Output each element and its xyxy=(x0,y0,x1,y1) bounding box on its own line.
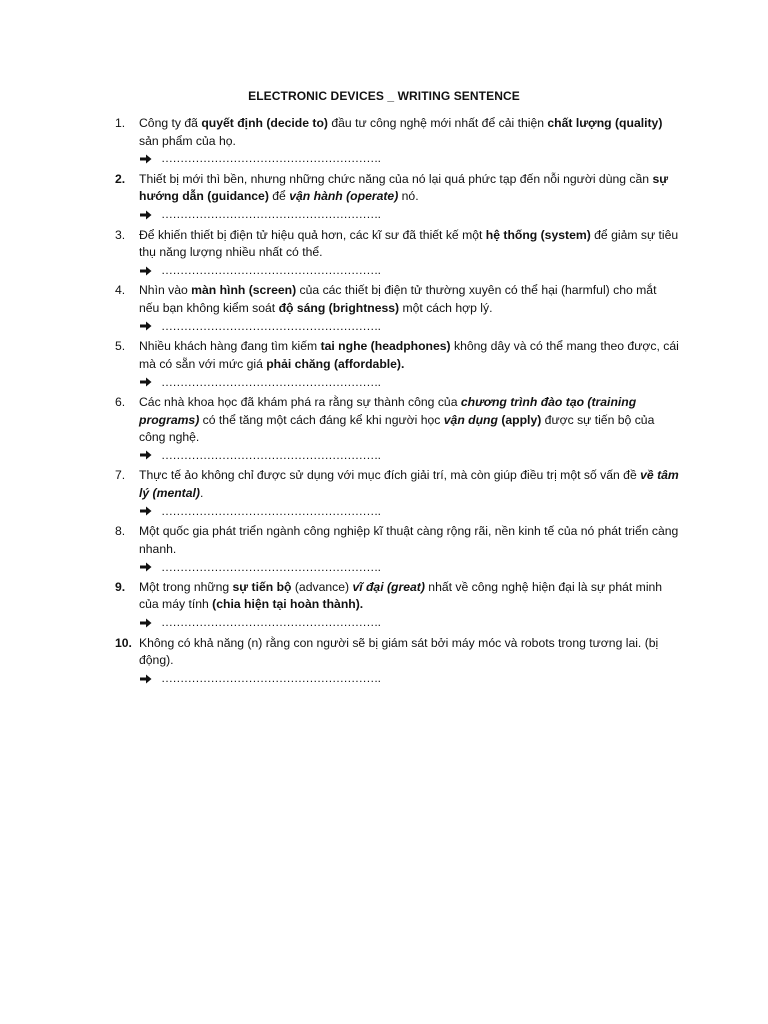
emphasized-term: (chia hiện tại hoàn thành). xyxy=(212,597,364,612)
emphasized-term: màn hình (screen) xyxy=(191,283,297,298)
sentence-fragment: nhất về công nghệ hiện đại là sự phát minh của máy tính xyxy=(139,579,663,612)
answer-blank[interactable]: …………………………………………………. xyxy=(161,263,381,278)
sentence-fragment: để giảm sự tiêu thụ năng lượng nhiều nhất có thể. xyxy=(139,227,679,260)
sentence-fragment: Một trong những xyxy=(139,579,233,594)
right-arrow-icon xyxy=(139,209,161,221)
right-arrow-icon xyxy=(139,265,161,277)
answer-line xyxy=(139,206,680,224)
emphasized-term: (apply) xyxy=(501,412,542,427)
sentence-text xyxy=(139,115,680,150)
sentence-text xyxy=(139,467,680,502)
answer-blank[interactable]: …………………………………………………. xyxy=(161,207,381,222)
item-number: 9. xyxy=(115,579,126,594)
item-number: 8. xyxy=(115,524,126,539)
sentence-fragment: không dây và có thể mang theo được, cái mà có sẵn với mức giá xyxy=(139,339,679,371)
answer-line xyxy=(139,373,680,391)
sentence-fragment: Công ty đã xyxy=(139,116,202,130)
sentence-text xyxy=(139,227,680,262)
sentence-text xyxy=(139,523,680,558)
sentence-item xyxy=(100,523,680,576)
right-arrow-icon xyxy=(139,505,161,517)
sentence-item xyxy=(100,338,680,391)
emphasized-term: chất lượng xyxy=(547,116,612,130)
answer-blank[interactable]: …………………………………………………. xyxy=(161,615,381,630)
answer-blank[interactable]: …………………………………………………. xyxy=(161,151,381,166)
item-number: 4. xyxy=(115,283,126,298)
sentence-text xyxy=(139,635,680,670)
sentence-fragment: . xyxy=(199,485,204,500)
answer-blank[interactable]: …………………………………………………. xyxy=(161,671,381,686)
right-arrow-icon xyxy=(139,617,161,629)
sentence-list xyxy=(100,115,680,690)
answer-blank[interactable]: …………………………………………………. xyxy=(161,374,381,389)
right-arrow-icon xyxy=(139,320,161,332)
sentence-fragment: được sự tiến bộ của công nghệ. xyxy=(139,412,655,445)
emphasized-term: sự tiến bộ xyxy=(232,579,292,594)
answer-blank[interactable]: …………………………………………………. xyxy=(161,447,381,462)
sentence-text xyxy=(139,338,680,373)
sentence-item xyxy=(100,282,680,335)
sentence-fragment: để xyxy=(268,189,290,204)
sentence-item xyxy=(100,467,680,520)
sentence-item xyxy=(100,227,680,280)
sentence-item xyxy=(100,635,680,688)
sentence-text xyxy=(139,394,680,447)
sentence-fragment: đầu tư công nghệ mới nhất để cải thiện xyxy=(327,116,548,130)
emphasized-term: sự hướng dẫn (guidance) xyxy=(139,171,669,204)
sentence-item xyxy=(100,579,680,632)
sentence-text xyxy=(139,579,680,614)
item-number: 3. xyxy=(115,227,126,242)
sentence-fragment: nó. xyxy=(398,189,419,204)
emphasized-term: phải chăng (affordable). xyxy=(266,356,405,371)
right-arrow-icon xyxy=(139,673,161,685)
sentence-fragment: Các nhà khoa học đã khám phá ra rằng sự thành công của xyxy=(139,394,461,409)
answer-line xyxy=(139,447,680,465)
answer-line xyxy=(139,262,680,280)
sentence-fragment: Thiết bị mới thì bền, nhưng những chức năng của nó lại quá phức tạp đến nỗi người dùng cần xyxy=(139,171,653,186)
emphasized-term: hệ thống (system) xyxy=(485,227,591,242)
page-title: ELECTRONIC DEVICES _ WRITING SENTENCE xyxy=(248,89,520,103)
emphasized-term: chương trình đào tạo (training programs) xyxy=(139,394,637,427)
sentence-fragment: có thể tăng một cách đáng kể khi người học xyxy=(199,412,444,427)
answer-blank[interactable]: …………………………………………………. xyxy=(161,559,381,574)
emphasized-term: vận hành (operate) xyxy=(289,189,399,204)
right-arrow-icon xyxy=(139,376,161,388)
emphasized-term: tai nghe (headphones) xyxy=(320,339,451,354)
sentence-item xyxy=(100,171,680,224)
answer-line xyxy=(139,502,680,520)
answer-blank[interactable]: …………………………………………………. xyxy=(161,318,381,333)
sentence-item xyxy=(100,115,680,168)
item-number: 7. xyxy=(115,468,126,483)
answer-blank[interactable]: …………………………………………………. xyxy=(161,503,381,518)
sentence-fragment: (advance) xyxy=(291,579,353,594)
emphasized-term: (quality) xyxy=(615,116,663,130)
answer-line xyxy=(139,670,680,688)
answer-line xyxy=(139,558,680,576)
sentence-text xyxy=(139,171,680,206)
sentence-fragment: Không có khả năng (n) rằng con người sẽ bị giám sát bởi máy móc và robots trong tương lai. (bị động). xyxy=(139,635,659,668)
right-arrow-icon xyxy=(139,153,161,165)
sentence-fragment: Để khiến thiết bị điện tử hiệu quả hơn, các kĩ sư đã thiết kế một xyxy=(139,227,486,242)
sentence-text xyxy=(139,282,680,317)
sentence-fragment: Nhiều khách hàng đang tìm kiếm xyxy=(139,339,321,354)
sentence-fragment: Một quốc gia phát triển ngành công nghiệp kĩ thuật càng rộng rãi, nền kinh tế của nó phát triển càng nhanh. xyxy=(139,524,679,556)
item-number: 6. xyxy=(115,394,126,409)
answer-line xyxy=(139,614,680,632)
emphasized-term: quyết định (decide to) xyxy=(201,116,328,130)
answer-line xyxy=(139,318,680,336)
item-number: 1. xyxy=(115,116,126,130)
emphasized-term: vĩ đại (great) xyxy=(352,579,425,594)
answer-line xyxy=(139,150,680,168)
sentence-fragment: Thực tế ảo không chỉ được sử dụng với mục đích giải trí, mà còn giúp điều trị một số vấn đề xyxy=(139,468,641,483)
emphasized-term: vận dụng xyxy=(443,412,498,427)
sentence-fragment: một cách hợp lý. xyxy=(399,300,493,315)
sentence-fragment: sản phẩm của họ. xyxy=(139,133,236,148)
item-number: 2. xyxy=(115,171,126,186)
right-arrow-icon xyxy=(139,561,161,573)
sentence-item xyxy=(100,394,680,464)
emphasized-term: về tâm lý (mental) xyxy=(139,468,679,500)
right-arrow-icon xyxy=(139,449,161,461)
item-number: 5. xyxy=(115,339,126,354)
emphasized-term: độ sáng (brightness) xyxy=(278,300,400,315)
sentence-fragment: của các thiết bị điện tử thường xuyên có thể hại (harmful) cho mắt nếu bạn không kiểm soát xyxy=(139,283,657,315)
sentence-fragment: Nhìn vào xyxy=(139,283,192,298)
item-number: 10. xyxy=(115,635,132,650)
